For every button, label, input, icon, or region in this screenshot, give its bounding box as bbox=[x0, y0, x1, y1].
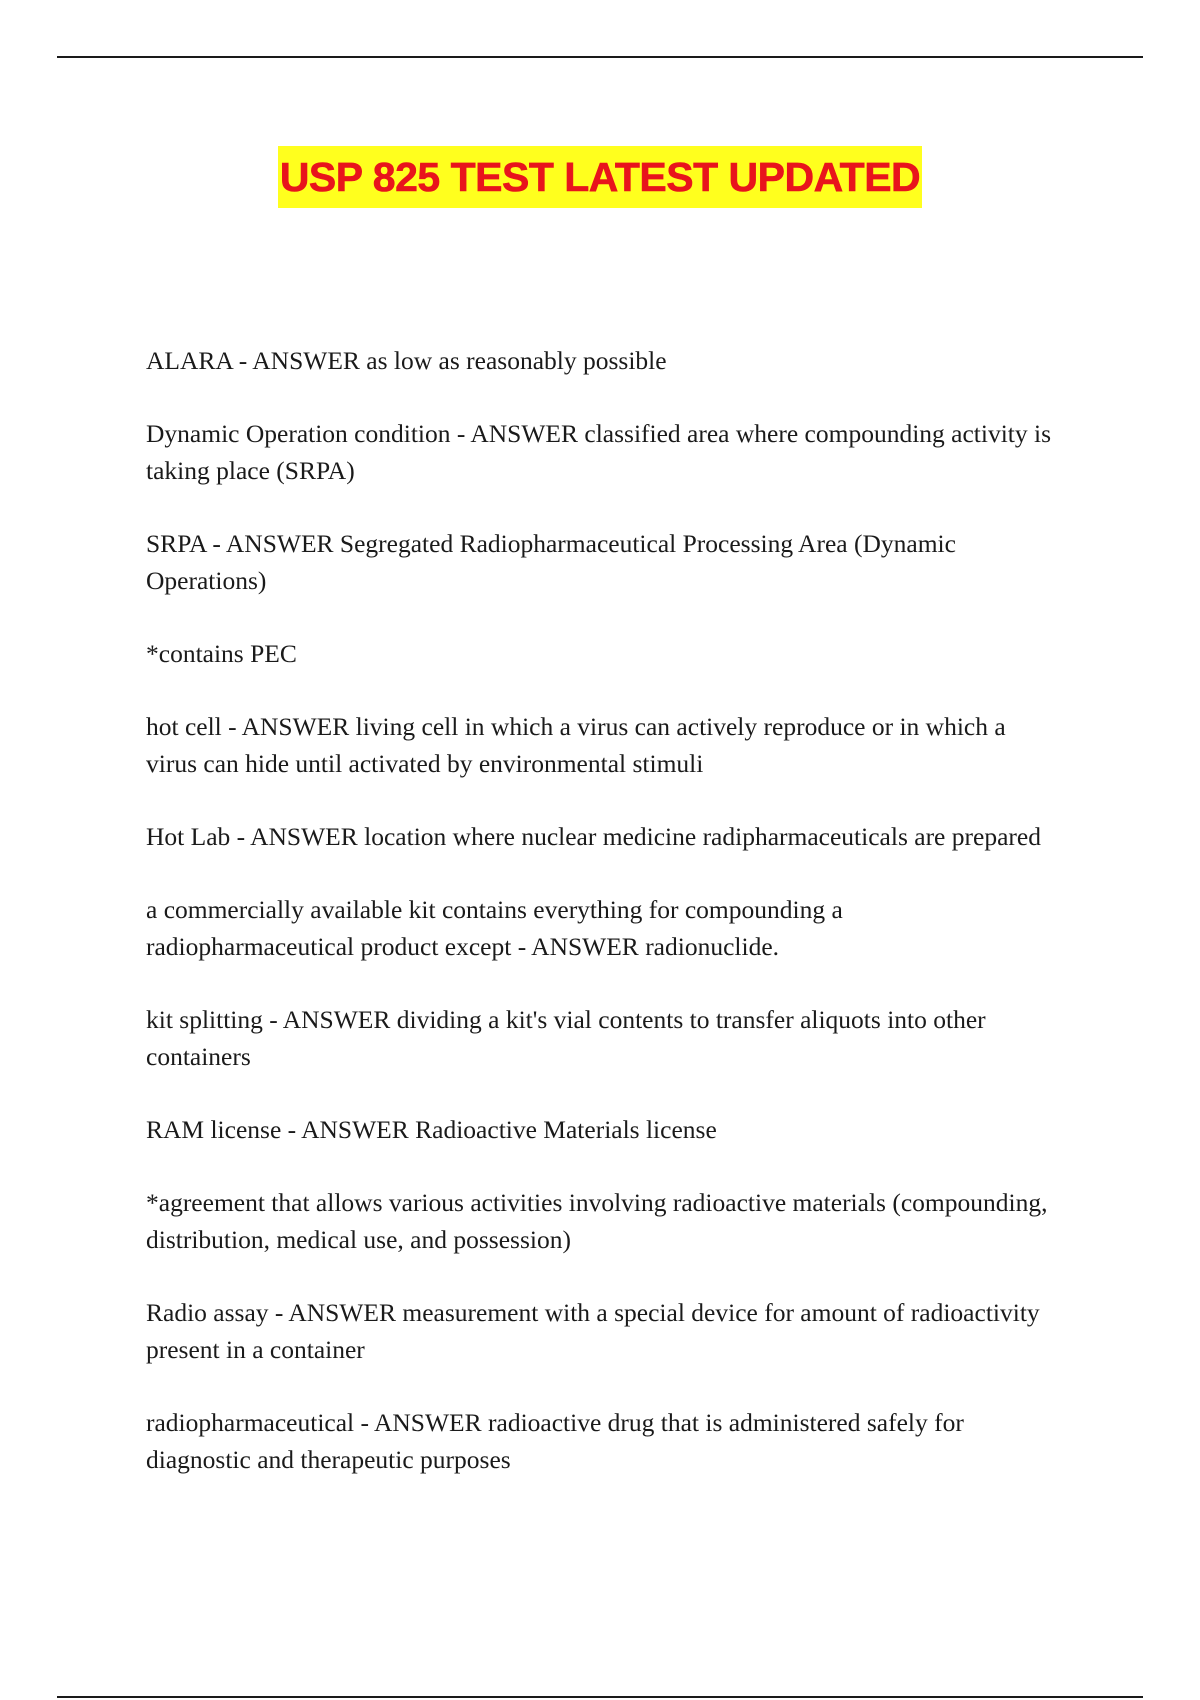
entry-kit-splitting: kit splitting - ANSWER dividing a kit's vial contents to transfer aliquots into other containers bbox=[146, 1005, 986, 1071]
entry-ram-license-note: *agreement that allows various activities involving radioactive materials (compounding, distribution, medical use, and possession) bbox=[146, 1188, 1048, 1254]
entry-radiopharmaceutical: radiopharmaceutical - ANSWER radioactive drug that is administered safely for diagnostic and therapeutic purposes bbox=[146, 1408, 964, 1474]
entry-hot-cell: hot cell - ANSWER living cell in which a virus can actively reproduce or in which a virus can hide until activated by environmental stimuli bbox=[146, 712, 1006, 778]
entry-srpa-note: *contains PEC bbox=[146, 639, 297, 668]
title-container bbox=[0, 146, 1200, 208]
entry-commercial-kit: a commercially available kit contains everything for compounding a radiopharmaceutical product except - ANSWER radionuclide. bbox=[146, 895, 843, 961]
entry-hot-lab: Hot Lab - ANSWER location where nuclear medicine radipharmaceuticals are prepared bbox=[146, 822, 1041, 851]
entry-srpa: SRPA - ANSWER Segregated Radiopharmaceutical Processing Area (Dynamic Operations) bbox=[146, 529, 956, 595]
header-rule bbox=[57, 56, 1143, 58]
entry-ram-license: RAM license - ANSWER Radioactive Materials license bbox=[146, 1115, 717, 1144]
entry-radio-assay: Radio assay - ANSWER measurement with a special device for amount of radioactivity present in a container bbox=[146, 1298, 1040, 1364]
footer-rule bbox=[57, 1696, 1143, 1698]
entry-alara: ALARA - ANSWER as low as reasonably possible bbox=[146, 346, 667, 375]
document-body bbox=[146, 342, 1051, 1514]
document-title: USP 825 TEST LATEST UPDATED bbox=[278, 146, 922, 208]
entry-dynamic-operation: Dynamic Operation condition - ANSWER classified area where compounding activity is taking place (SRPA) bbox=[146, 419, 1052, 485]
